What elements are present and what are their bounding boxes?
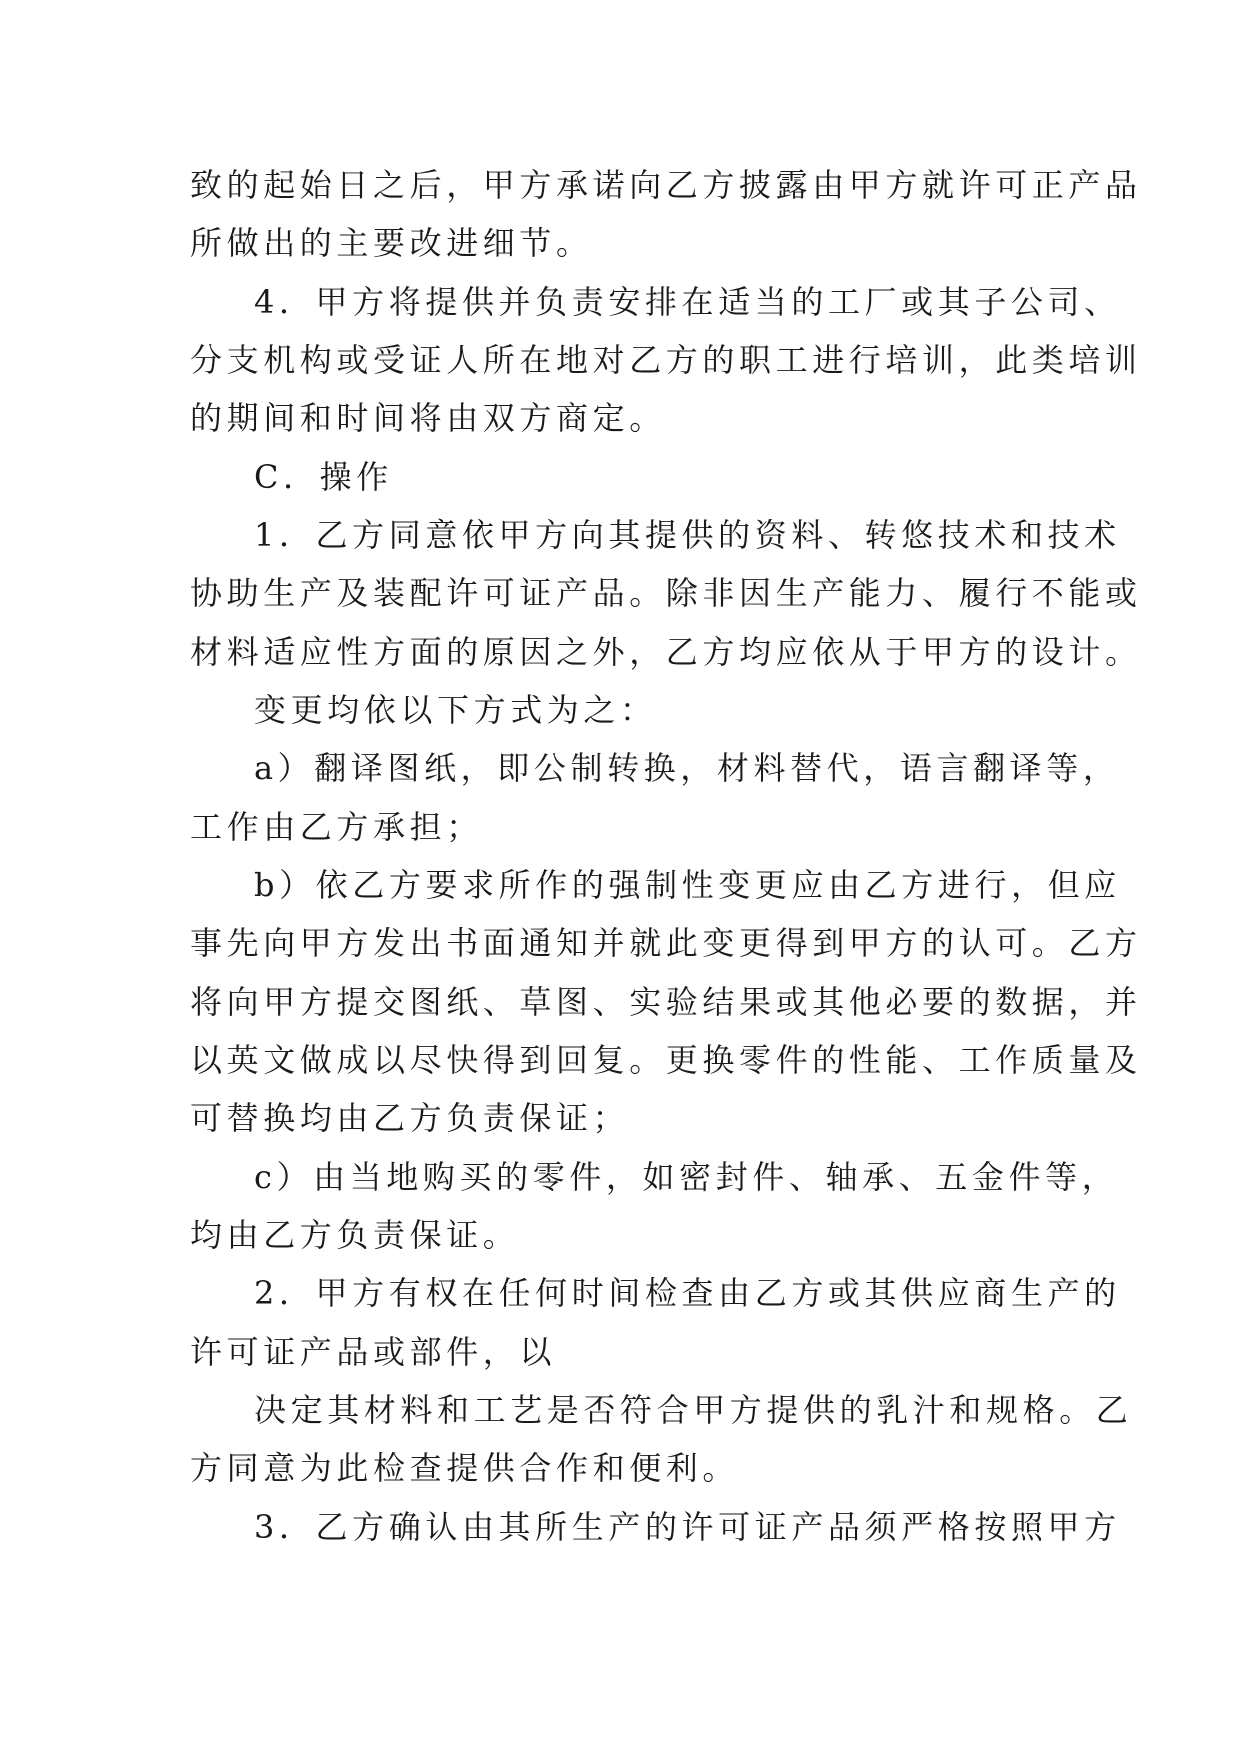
text-line: 的期间和时间将由双方商定。 [190,399,666,437]
text-line: 致的起始日之后，甲方承诺向乙方披露由甲方就许可正产品 [190,166,1142,204]
text-line: 均由乙方负责保证。 [190,1216,520,1254]
text-line: 事先向甲方发出书面通知并就此变更得到甲方的认可。乙方 [190,924,1142,962]
text-line: b）依乙方要求所作的强制性变更应由乙方进行，但应 [254,866,1121,904]
text-line: 许可证产品或部件，以 [190,1333,557,1371]
text-line: 方同意为此检查提供合作和便利。 [190,1449,740,1487]
text-line: 将向甲方提交图纸、草图、实验结果或其他必要的数据，并 [190,983,1142,1021]
text-line: 4．甲方将提供并负责安排在适当的工厂或其子公司、 [254,283,1121,321]
text-line: 分支机构或受证人所在地对乙方的职工进行培训，此类培训 [190,341,1142,379]
text-line: 可替换均由乙方负责保证； [190,1099,630,1137]
text-line: 1．乙方同意依甲方向其提供的资料、转悠技术和技术 [254,516,1121,554]
text-line: 协助生产及装配许可证产品。除非因生产能力、履行不能或 [190,574,1142,612]
text-line: 工作由乙方承担； [190,808,483,846]
text-line: 决定其材料和工艺是否符合甲方提供的乳汁和规格。乙 [254,1391,1133,1429]
text-line: a）翻译图纸，即公制转换，材料替代，语言翻译等， [254,749,1120,787]
text-line: 材料适应性方面的原因之外，乙方均应依从于甲方的设计。 [190,633,1142,671]
text-line: 2．甲方有权在任何时间检查由乙方或其供应商生产的 [254,1274,1121,1312]
text-line: 变更均依以下方式为之： [254,691,657,729]
text-line: 所做出的主要改进细节。 [190,224,593,262]
text-line: c）由当地购买的零件，如密封件、轴承、五金件等， [254,1158,1119,1196]
section-heading: C．操作 [254,458,393,496]
text-line: 以英文做成以尽快得到回复。更换零件的性能、工作质量及 [190,1041,1142,1079]
text-line: 3．乙方确认由其所生产的许可证产品须严格按照甲方 [254,1508,1121,1546]
